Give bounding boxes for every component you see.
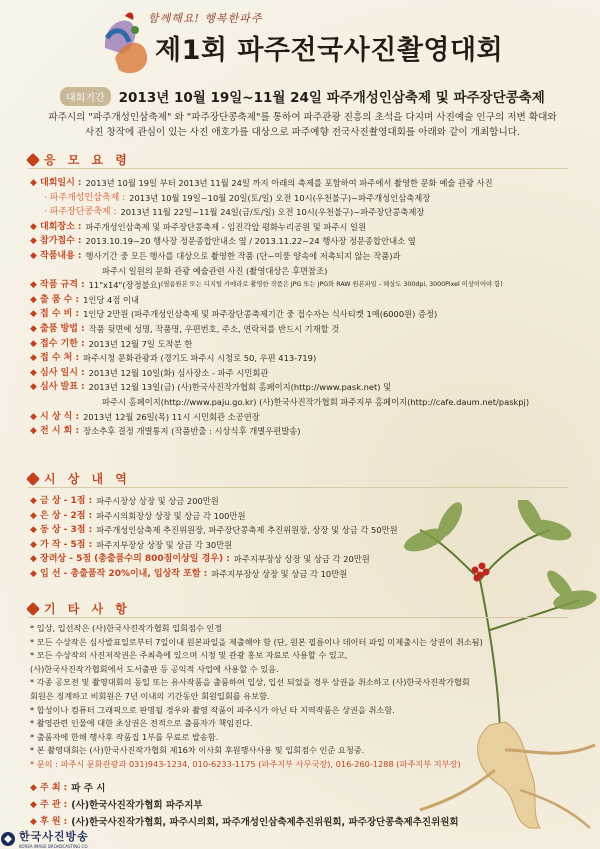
note-line: * 모든 수상작은 심사발표일로부터 7일이내 원본파일을 제출해야 함 (단, 원본 필름이나 데이터 파일 미제출시는 상권이 취소됨)	[30, 636, 483, 647]
diamond-bullet-icon: ◆	[30, 250, 37, 261]
organizer-value: 파 주 시	[71, 783, 106, 794]
list-item	[30, 293, 575, 308]
award-item	[30, 509, 575, 524]
list-item	[30, 410, 575, 425]
award-value: 파주시의회장상 상장 및 상금 각 100만원	[96, 510, 246, 521]
award-label: 동 상 - 3점 :	[40, 525, 93, 536]
section-bullet-icon	[26, 152, 40, 166]
organizer-label: 후 원 :	[40, 817, 68, 827]
intro-line: 파주시의 "파주개성인삼축제" 와 "파주장단콩축제"를 통하여 파주관광 진흥의 초석을 다지며 사진예술 인구의 저변 확대와	[48, 112, 557, 123]
item-value: 2013.10.19~20 행사장 정문종합안내소 옆 / 2013.11.22~24 행사장 정문종합안내소 옆	[85, 236, 416, 247]
item-value: 11"x14"(장정불요)	[88, 280, 161, 291]
item-value: 파주개성인삼축제 및 파주장단콩축제 - 임진각앞 평화누리공원 및 파주시 일원	[85, 221, 367, 232]
divider	[28, 168, 568, 169]
item-label: 출품 방법 :	[40, 323, 85, 334]
item-label: 심사 일시 :	[40, 367, 85, 378]
list-item	[30, 337, 575, 352]
awards-list	[30, 494, 575, 582]
diamond-bullet-icon: ◆	[30, 510, 37, 521]
item-label: 작품내용 :	[40, 250, 82, 261]
diamond-bullet-icon: ◆	[30, 309, 37, 320]
organizer-item	[30, 797, 459, 814]
divider	[28, 487, 568, 488]
note-line: * 입상, 입선작은 (사)한국사진작가협회 입회점수 인정	[30, 623, 223, 633]
list-item	[30, 424, 575, 439]
item-value: 2013년 10월 19일 부터 2013년 11월 24일 까지 아래의 축제를 포함하여 파주에서 촬영한 문화 예술 관광 사진	[85, 178, 493, 188]
diamond-bullet-icon: ◆	[30, 783, 37, 793]
item-label: 출 품 수 :	[40, 294, 80, 305]
list-item	[30, 205, 575, 220]
list-item	[30, 234, 575, 249]
diamond-bullet-icon: ◆	[30, 539, 37, 550]
broadcast-icon	[0, 831, 16, 847]
note-line: * 출품자에 한해 행사후 작품집 1부를 무료로 발송함.	[30, 731, 219, 742]
section-title: 시 상 내 역	[44, 472, 131, 486]
item-label: 작품 규격 :	[40, 280, 85, 291]
list-item	[30, 278, 575, 293]
notes-list	[30, 622, 575, 772]
item-label: 대회일시 :	[40, 178, 82, 188]
diamond-bullet-icon: ◆	[30, 817, 37, 827]
award-label: 입 선 - 총출품작 20%이내, 입상작 포함 :	[40, 568, 208, 579]
period-tag: 대회기간	[60, 87, 111, 106]
diamond-bullet-icon: ◆	[30, 367, 37, 378]
award-label: 가 작 - 5점 :	[40, 539, 93, 550]
organizer-item	[30, 814, 459, 831]
slogan: 함께해요! 행복한파주	[148, 12, 263, 25]
item-label: · 파주장단콩축제 :	[44, 207, 117, 218]
organizer-item	[30, 780, 459, 797]
section-heading-entry-guide	[28, 151, 131, 168]
section-title: 기 타 사 항	[44, 602, 131, 616]
award-label: 금 상 - 1점 :	[40, 496, 93, 506]
diamond-bullet-icon: ◆	[30, 236, 37, 247]
item-note: (필름원본 또는 디지털 카메라로 촬영한 작품은 JPG 또는 JPG와 RAW 원본파일 - 해상도 300dpi, 3000Pixel 이상이어야 함)	[160, 281, 503, 289]
item-label: 접수 기한 :	[40, 338, 85, 349]
list-item	[30, 264, 575, 279]
section-bullet-icon	[26, 471, 40, 485]
item-value: 2013년 12월 26일(목) 11시 시민회관 소공연장	[83, 411, 260, 422]
section-bullet-icon	[26, 601, 40, 615]
note-line: * 모든 수상작의 사진저작권은 주최측에 있으며 시정 및 관광 홍보 자료로 사용할 수 있고,	[30, 650, 348, 661]
item-label: · 파주개성인삼축제 :	[44, 192, 126, 203]
award-label: 은 상 - 2점 :	[40, 510, 93, 521]
diamond-bullet-icon: ◆	[30, 280, 37, 291]
diamond-bullet-icon: ◆	[30, 221, 37, 232]
item-value: 2013년 10월 19일~10월 20일(토/일) 오전 10시(우천불구)~파주개성인삼축제장	[129, 192, 431, 203]
inquiry-line: * 문의 : 파주시 문화관광과 031)943-1234, 010-6233-1175 (파주지부 사무국장), 016-260-1288 (파주지부 지부장)	[30, 758, 461, 769]
note-line: * 각종 공모전 및 촬영대회의 동일 또는 유사작품을 출품하여 입상, 입선 되었을 경우 상권을 취소하고 (사)한국사진작가협회	[30, 677, 470, 688]
award-value: 파주지부장상 상장 및 상금 각 10만원	[211, 568, 348, 579]
item-value: 파주시 일원의 문화 관광 예술관련 사진 (촬영대상은 후면참조)	[102, 265, 328, 276]
paju-logo-icon	[95, 8, 153, 80]
list-item	[30, 249, 575, 264]
note-line: * 본 촬영대회는 (사)한국사진작가협회 제16차 이사회 후원행사사용 및 입회점수 인준 요청중.	[30, 745, 365, 756]
award-value: 파주시장상 상장 및 상금 200만원	[96, 496, 219, 506]
diamond-bullet-icon: ◆	[30, 554, 37, 565]
section-heading-notes	[28, 600, 131, 617]
list-item	[30, 322, 575, 337]
diamond-bullet-icon: ◆	[30, 426, 37, 437]
list-item	[30, 366, 575, 381]
divider	[28, 617, 568, 618]
item-value: 2013년 12월 13일(금) (사)한국사진작가협회 홈페이지(http://www.pask.net) 및	[88, 382, 392, 393]
list-item	[30, 351, 575, 366]
list-item	[30, 191, 575, 206]
item-label: 전 시 회 :	[40, 426, 80, 437]
note-line: * 촬영관련 인물에 대한 초상권은 전적으로 출품자가 책임진다.	[30, 718, 253, 729]
organizers	[30, 780, 459, 831]
award-label: 장려상 - 5점 (총출품수의 800점이상일 경우) :	[40, 554, 230, 565]
section-heading-awards	[28, 470, 131, 487]
list-item	[30, 307, 575, 322]
item-value: 1인당 4점 이내	[83, 294, 140, 305]
item-value: 파주시청 문화관광과 (경기도 파주시 시청로 50, 우편 413-719)	[83, 353, 317, 364]
page-title: 제1회 파주전국사진촬영대회	[155, 35, 504, 66]
list-item	[30, 395, 575, 410]
organizer-label: 주 최 :	[40, 783, 68, 793]
item-value: 행사기간 중 모든 행사를 대상으로 촬영한 작품 (단~미풍 양속에 저촉되지 않는 작품)과	[85, 250, 401, 261]
award-item	[30, 494, 575, 509]
organizer-value: (사)한국사진작가협회 파주지부	[71, 800, 203, 811]
diamond-bullet-icon: ◆	[30, 496, 37, 506]
diamond-bullet-icon: ◆	[30, 411, 37, 422]
intro-text	[30, 110, 575, 140]
diamond-bullet-icon: ◆	[30, 568, 37, 579]
award-item	[30, 538, 575, 553]
section-title: 응 모 요 령	[44, 153, 131, 167]
list-item	[30, 176, 575, 191]
item-value: 2013년 12월 10일(화) 심사장소 - 파주 시민회관	[88, 367, 269, 378]
event-period	[60, 86, 545, 106]
broadcast-sub: KOREA IMAGE BROADCASTING CO.	[19, 844, 89, 849]
note-line: (사)한국사진작가협회에서 도서출판 등 공익적 사업에 사용할 수 있음.	[30, 663, 279, 674]
item-value: 작품 뒷면에 성명, 작품명, 우편번호, 주소, 연락처를 반드시 기재할 것	[88, 323, 340, 334]
entry-guide-list	[30, 176, 575, 439]
period-text: 2013년 10월 19일~11월 24일 파주개성인삼축제 및 파주장단콩축제	[118, 90, 545, 106]
award-value: 파주지부장상 상장 및 상금 각 20만원	[233, 554, 370, 565]
item-label: 접 수 처 :	[40, 353, 80, 364]
diamond-bullet-icon: ◆	[30, 294, 37, 305]
note-line: 회원은 징계하고 비회원은 7년 이내의 기간동안 회원입회를 유보함.	[30, 690, 270, 701]
note-line: * 합성이나 컴퓨터 그래픽으로 판명될 경우와 촬영 작품이 파주시가 아닌 타 지역작품은 상권을 취소함.	[30, 704, 395, 715]
award-item	[30, 552, 575, 567]
diamond-bullet-icon: ◆	[30, 525, 37, 536]
list-item	[30, 220, 575, 235]
item-value: 파주시 홈페이지(http://www.paju.go.kr) (사)한국사진작가협회 파주지부 홈페이지(http://cafe.daum.net/paskpj)	[102, 396, 530, 407]
award-item	[30, 523, 575, 538]
item-value: 2013년 11월 22일~11월 24일(금/토/일) 오전 10시(우천불구)~파주장단콩축제장	[120, 207, 425, 218]
organizer-value: (사)한국사진작가협회, 파주시의회, 파주개성인삼축제추진위원회, 파주장단콩축제추진위원회	[71, 817, 459, 828]
item-label: 접 수 비 :	[40, 309, 80, 320]
item-value: 1인당 2만원 (파주개성인삼축제 및 파주장단콩축제기간 중 접수자는 식사티켓 1매(6000원) 증정)	[83, 309, 438, 320]
item-label: 심사 발표 :	[40, 382, 85, 393]
list-item	[30, 380, 575, 395]
award-value: 파주지부장상 상장 및 상금 각 30만원	[96, 539, 233, 550]
award-item	[30, 567, 575, 582]
broadcast-name: 한국사진방송	[19, 830, 89, 843]
diamond-bullet-icon: ◆	[30, 800, 37, 810]
item-value: 2013년 12월 7일 도착분 한	[88, 338, 193, 349]
item-value: 장소추후 결정 개별통지 (작품반출 : 시상식후 개별우편발송)	[83, 426, 301, 437]
organizer-label: 주 관 :	[40, 800, 68, 810]
intro-line: 사진 창작에 관심이 있는 사진 애호가를 대상으로 파주예향 전국사진촬영대회를 아래와 같이 개최합니다.	[84, 127, 521, 138]
diamond-bullet-icon: ◆	[30, 178, 37, 188]
item-label: 참가접수 :	[40, 236, 82, 247]
award-value: 파주개성인삼축제 추진위원장, 파주장단콩축제 추진위원장, 상장 및 상금 각 50만원	[96, 525, 398, 536]
diamond-bullet-icon: ◆	[30, 353, 37, 364]
item-label: 대회장소 :	[40, 221, 82, 232]
diamond-bullet-icon: ◆	[30, 338, 37, 349]
diamond-bullet-icon: ◆	[30, 323, 37, 334]
item-label: 시 상 식 :	[40, 411, 80, 422]
broadcast-logo	[0, 828, 89, 849]
diamond-bullet-icon: ◆	[30, 382, 37, 393]
